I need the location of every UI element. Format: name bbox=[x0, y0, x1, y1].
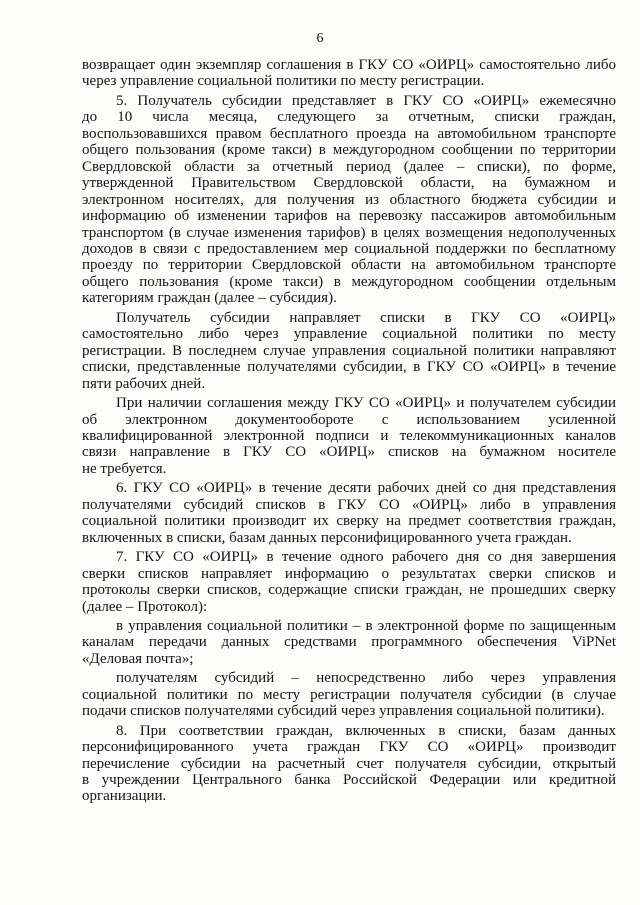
text-line: При наличии соглашения между ГКУ СО «ОИРЦ» и получателем субсидии bbox=[116, 395, 616, 412]
text-line: подачи списков получателями субсидий через управления социальной политики). bbox=[82, 703, 605, 720]
text-line: организации. bbox=[82, 788, 167, 805]
text-line: до 10 числа месяца, следующего за отчетным, списки граждан, bbox=[82, 109, 616, 126]
text-line: доходов в связи с предоставлением мер социальной поддержки по бесплатному bbox=[82, 240, 616, 257]
text-line: квалифицированной электронной подписи и телекоммуникационных каналов bbox=[82, 427, 616, 444]
text-line: каналам передачи данных средствами программного обеспечения ViPNet bbox=[82, 634, 616, 651]
text-line: получателями субсидий списков в ГКУ СО «ОИРЦ» либо в управления bbox=[82, 496, 616, 513]
page-number: 6 bbox=[316, 31, 324, 46]
text-line: персонифицированного учета граждан ГКУ СО «ОИРЦ» производит bbox=[82, 739, 616, 756]
paragraph bbox=[82, 723, 616, 805]
paragraph bbox=[82, 93, 616, 307]
text-line: воспользовавшихся правом бесплатного проезда на автомобильном транспорте bbox=[82, 125, 616, 142]
text-line: возвращает один экземпляр соглашения в ГКУ СО «ОИРЦ» самостоятельно либо bbox=[82, 57, 616, 73]
document-body bbox=[82, 57, 616, 805]
text-line: 5. Получатель субсидии представляет в ГКУ СО «ОИРЦ» ежемесячно bbox=[116, 92, 616, 109]
text-line: получателям субсидий – непосредственно либо через управления bbox=[116, 670, 616, 687]
text-line: в управления социальной политики – в электронной форме по защищенным bbox=[116, 617, 616, 634]
text-line: регистрации. В последнем случае управления социальной политики направляют bbox=[82, 342, 616, 359]
text-line: информацию об изменении тарифов на перевозку пассажиров автомобильным bbox=[82, 208, 616, 225]
paragraph bbox=[82, 618, 616, 667]
text-line: списки, представленные получателями субсидии, в ГКУ СО «ОИРЦ» в течение bbox=[82, 359, 616, 376]
text-line: перечисление субсидии на расчетный счет получателя субсидии, открытый bbox=[82, 755, 616, 772]
text-line: (далее – Протокол): bbox=[82, 598, 208, 615]
text-line: категориям граждан (далее – субсидия). bbox=[82, 290, 337, 307]
text-line: связи направление в ГКУ СО «ОИРЦ» списков на бумажном носителе bbox=[82, 444, 616, 461]
text-line: самостоятельно либо через управление социальной политики по месту bbox=[82, 326, 616, 343]
text-line: «Деловая почта»; bbox=[82, 650, 194, 667]
text-line: протоколы сверки списков, содержащие списки граждан, не прошедших сверку bbox=[82, 582, 616, 599]
text-line: сверки списков направляет информацию о результатах сверки списков и bbox=[82, 565, 616, 582]
text-line: 7. ГКУ СО «ОИРЦ» в течение одного рабочего дня со дня завершения bbox=[116, 549, 616, 566]
text-line: социальной политики производит их сверку на предмет соответствия граждан, bbox=[82, 513, 616, 530]
text-line: 8. При соответствии граждан, включенных в списки, базам данных bbox=[116, 722, 616, 739]
text-line: 6. ГКУ СО «ОИРЦ» в течение десяти рабочих дней со дня представления bbox=[116, 480, 616, 497]
text-line: общего пользования (кроме такси) в междугородном сообщении по территории bbox=[82, 142, 616, 159]
paragraph bbox=[82, 670, 616, 719]
text-line: в учреждении Центрального банка Российской Федерации или кредитной bbox=[82, 772, 616, 789]
text-line: социальной политики по месту регистрации получателя субсидии (в случае bbox=[82, 686, 616, 703]
text-line: Получатель субсидии направляет списки в ГКУ СО «ОИРЦ» bbox=[116, 309, 616, 326]
text-line: общего пользования (кроме такси) в междугородном сообщении отдельным bbox=[82, 273, 616, 290]
text-line: утвержденной Правительством Свердловской области, на бумажном и bbox=[82, 175, 616, 192]
paragraph bbox=[82, 310, 616, 392]
text-line: Свердловской области за отчетный период (далее – списки), по форме, bbox=[82, 158, 616, 175]
paragraph bbox=[82, 57, 616, 90]
text-line: пяти рабочих дней. bbox=[82, 375, 206, 392]
text-line: через управление социальной политики по месту регистрации. bbox=[82, 73, 485, 90]
text-line: проезду по территории Свердловской области на автомобильном транспорте bbox=[82, 257, 616, 274]
text-line: не требуется. bbox=[82, 460, 167, 477]
paragraph bbox=[82, 480, 616, 546]
text-line: об электронном документообороте с использованием усиленной bbox=[82, 411, 616, 428]
text-line: транспортом (в случае изменения тарифов) в целях возмещения недополученных bbox=[82, 224, 616, 241]
paragraph bbox=[82, 549, 616, 615]
paragraph bbox=[82, 395, 616, 477]
text-line: электронном носителях, для получения из областного бюджета субсидии и bbox=[82, 191, 616, 208]
text-line: включенных в списки, базам данных персонифицированного учета граждан. bbox=[82, 529, 572, 546]
